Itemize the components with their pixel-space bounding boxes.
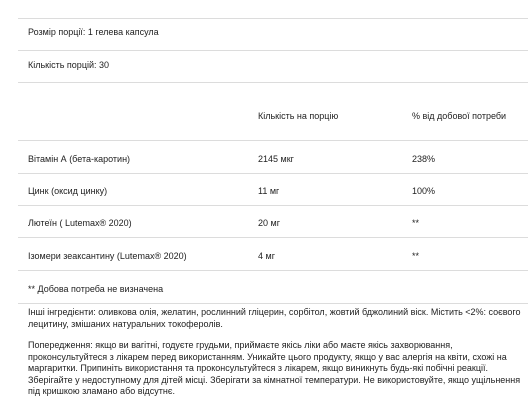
nutrient-name: Ізомери зеаксантину (Lutemax® 2020) (28, 251, 187, 261)
nutrient-name: Цинк (оксид цинку) (28, 186, 108, 196)
other-ingredients-text: Інші інгредієнти: оливкова олія, желатин, рослинний гліцерин, сорбітол, жовтий бджолиний віск. Містить <2%: соєвого лецитину, змішаних натуральних токоферолів. (28, 307, 521, 329)
nutrient-daily-value: ** (412, 218, 420, 228)
nutrient-amount: 11 мг (258, 186, 280, 196)
nutrient-daily-value: ** (412, 251, 420, 261)
divider (18, 18, 528, 19)
nutrient-daily-value: 100% (412, 186, 436, 196)
divider (18, 50, 528, 51)
divider (18, 82, 528, 83)
nutrient-name: Лютеїн ( Lutemax® 2020) (28, 218, 132, 228)
header-daily-value: % від добової потреби (412, 111, 507, 121)
warning-text: Попередження: якщо ви вагітні, годуєте грудьми, приймаєте якісь ліки або маєте якісь захворювання, проконсультуйтеся з лікарем перед використанням. Уникайте цього продукту, якщо у вас алергія на квіти, схожі на маргаритки. Припиніть використання та проконсультуйтеся з лікарем, якщо виникнуть будь-які побічні реакції. Зберігайте у недоступному для дітей місці. Зберігати за кімнатної температури. Не використовуйте, якщо ущільнення під кришкою зламано або відсутнє. (28, 340, 521, 397)
nutrient-amount: 4 мг (258, 251, 275, 261)
header-amount-per-serving: Кількість на порцію (258, 111, 339, 121)
divider (18, 270, 528, 271)
divider (18, 303, 528, 304)
divider (18, 140, 528, 141)
nutrient-daily-value: 238% (412, 154, 436, 164)
divider (18, 237, 528, 238)
nutrient-amount: 2145 мкг (258, 154, 294, 164)
divider (18, 205, 528, 206)
nutrient-amount: 20 мг (258, 218, 280, 228)
serving-size: Розмір порції: 1 гелева капсула (28, 27, 159, 37)
daily-value-footnote: ** Добова потреба не визначена (28, 284, 164, 294)
nutrient-name: Вітамін А (бета-каротин) (28, 154, 131, 164)
divider (18, 173, 528, 174)
servings-count: Кількість порцій: 30 (28, 60, 110, 70)
